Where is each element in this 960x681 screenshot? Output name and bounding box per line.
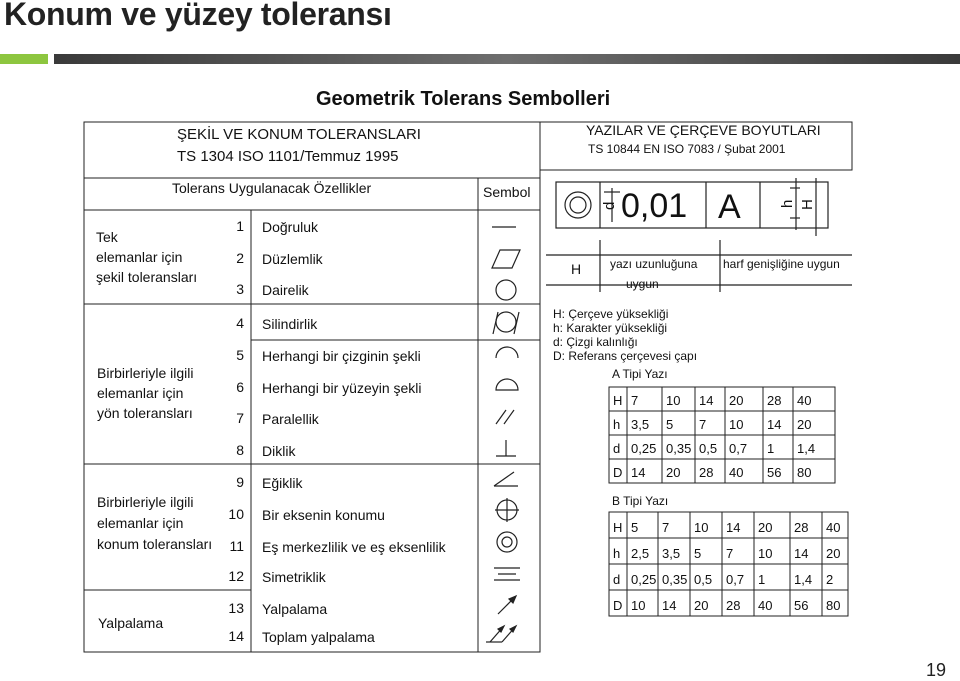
group-label-line: elemanlar için — [96, 249, 183, 265]
table-cell: 80 — [826, 598, 841, 613]
table-cell: 20 — [729, 393, 744, 408]
frame-H-label: H — [799, 199, 816, 210]
table-cell: 2 — [826, 572, 834, 587]
row-number: 4 — [236, 315, 244, 331]
left-header-line1: ŞEKİL VE KONUM TOLERANSLARI — [177, 126, 421, 143]
table-cell: 10 — [666, 393, 681, 408]
right-header-line1: YAZILAR VE ÇERÇEVE BOYUTLARI — [586, 122, 821, 138]
angularity-icon — [494, 472, 518, 486]
table-cell: 7 — [699, 417, 707, 432]
row-name: Bir eksenin konumu — [262, 507, 385, 523]
row-number: 10 — [228, 506, 244, 522]
frame-d-label: d — [601, 201, 618, 210]
row-number: 12 — [228, 568, 244, 584]
table-cell: 40 — [797, 393, 812, 408]
table-b — [609, 512, 848, 616]
legend-item: d: Çizgi kalınlığı — [553, 335, 638, 349]
table-a — [609, 387, 835, 483]
concentricity-icon — [497, 532, 517, 552]
table-cell: 14 — [699, 393, 714, 408]
col-header-symbol: Sembol — [483, 184, 531, 200]
symmetry-icon — [494, 568, 520, 580]
table-cell: 1 — [767, 441, 775, 456]
table-cell: 10 — [758, 546, 773, 561]
table-cell: 56 — [767, 465, 782, 480]
frame-h-label: h — [779, 199, 796, 208]
table-cell: 40 — [826, 520, 841, 535]
table-cell: 0,5 — [694, 572, 713, 587]
group-labels — [96, 229, 212, 631]
frame-harf-text: harf genişliğine uygun — [723, 257, 840, 271]
row-name: Yalpalama — [262, 601, 328, 617]
group-label-line: Birbirleriyle ilgili — [97, 365, 194, 381]
table-row-label: d — [613, 572, 621, 587]
row-name: Paralellik — [262, 411, 319, 427]
table-cell: 1,4 — [794, 572, 813, 587]
table-cell: 7 — [726, 546, 734, 561]
table-row-label: d — [613, 441, 621, 456]
figure-title: Geometrik Tolerans Sembolleri — [316, 88, 611, 110]
table-cell: 28 — [699, 465, 714, 480]
table-cell: 20 — [666, 465, 681, 480]
row-name: Silindirlik — [262, 316, 318, 332]
row-name: Düzlemlik — [262, 251, 323, 267]
table-row-label: D — [613, 598, 623, 613]
row-name: Diklik — [262, 443, 296, 459]
table-cell: 14 — [631, 465, 646, 480]
runout-icon — [498, 596, 516, 614]
perpendicularity-icon — [496, 440, 516, 456]
row-number: 9 — [236, 474, 244, 490]
table-cell: 2,5 — [631, 546, 650, 561]
row-name: Toplam yalpalama — [262, 629, 375, 645]
slide-title: Konum ve yüzey toleransı — [4, 0, 392, 32]
table-cell: 28 — [726, 598, 741, 613]
table-cell: 3,5 — [662, 546, 681, 561]
group-label-line: Birbirleriyle ilgili — [97, 494, 194, 510]
tolerance-frame-example — [546, 178, 852, 292]
table-cell: 56 — [794, 598, 809, 613]
group-label-line: şekil toleransları — [96, 269, 198, 285]
group-label-line: konum toleransları — [97, 536, 213, 552]
row-name: Doğruluk — [262, 219, 319, 235]
group-label-line: elemanlar için — [97, 385, 184, 401]
table-row-label: H — [613, 520, 623, 535]
frame-tolerance-value: 0,01 — [621, 187, 688, 225]
table-cell: 0,35 — [662, 572, 688, 587]
page-number: 19 — [925, 660, 946, 680]
table-cell: 0,7 — [726, 572, 745, 587]
legend-item: D: Referans çerçevesi çapı — [553, 349, 698, 363]
total-runout-icon — [486, 626, 516, 642]
table-cell: 14 — [794, 546, 809, 561]
table-cell: 7 — [631, 393, 639, 408]
frame-yazi-text: yazı uzunluğuna — [610, 257, 698, 271]
frame-uygun-text: uygun — [626, 277, 659, 291]
table-cell: 14 — [662, 598, 677, 613]
group-label-line: yön toleransları — [97, 405, 193, 421]
row-number: 3 — [236, 281, 244, 297]
table-cell: 40 — [729, 465, 744, 480]
table-cell: 10 — [729, 417, 744, 432]
table-cell: 5 — [631, 520, 639, 535]
table-cell: 7 — [662, 520, 670, 535]
row-number: 6 — [236, 379, 244, 395]
table-cell: 1 — [758, 572, 766, 587]
table-cell: 0,5 — [699, 441, 718, 456]
frame-datum-letter: A — [718, 188, 741, 226]
table-cell: 0,25 — [631, 572, 657, 587]
table-cell: 10 — [631, 598, 646, 613]
table-cell: 20 — [797, 417, 812, 432]
table-b-title: B Tipi Yazı — [612, 494, 669, 508]
legend-item: H: Çerçeve yüksekliği — [553, 307, 669, 321]
position-icon — [495, 498, 519, 522]
flatness-icon — [492, 250, 520, 268]
table-row-label: h — [613, 417, 621, 432]
table-cell: 0,25 — [631, 441, 657, 456]
table-cell: 20 — [694, 598, 709, 613]
row-number: 13 — [228, 600, 244, 616]
table-cell: 28 — [767, 393, 782, 408]
row-number: 8 — [236, 442, 244, 458]
row-name: Eş merkezlilik ve eş eksenlilik — [262, 539, 446, 555]
row-number: 1 — [236, 218, 244, 234]
table-cell: 14 — [767, 417, 782, 432]
table-cell: 20 — [758, 520, 773, 535]
group-label-line: elemanlar için — [97, 515, 184, 531]
cylindricity-icon — [493, 312, 519, 334]
surface-profile-icon — [496, 379, 518, 390]
group-label-line: Yalpalama — [98, 615, 164, 631]
tolerance-rows — [228, 218, 446, 645]
row-number: 5 — [236, 347, 244, 363]
table-cell: 10 — [694, 520, 709, 535]
table-cell: 28 — [794, 520, 809, 535]
row-name: Herhangi bir çizginin şekli — [262, 348, 421, 364]
table-cell: 5 — [694, 546, 702, 561]
table-cell: 40 — [758, 598, 773, 613]
col-header-features: Tolerans Uygulanacak Özellikler — [172, 180, 372, 196]
group-label-line: Tek — [96, 229, 118, 245]
table-cell: 5 — [666, 417, 674, 432]
left-header-line2: TS 1304 ISO 1101/Temmuz 1995 — [177, 148, 399, 165]
row-name: Eğiklik — [262, 475, 303, 491]
row-name: Dairelik — [262, 282, 309, 298]
legend-item: h: Karakter yüksekliği — [553, 321, 668, 335]
right-header-line2: TS 10844 EN ISO 7083 / Şubat 2001 — [588, 142, 786, 156]
table-cell: 3,5 — [631, 417, 650, 432]
table-row-label: H — [613, 393, 623, 408]
table-cell: 80 — [797, 465, 812, 480]
table-row-label: h — [613, 546, 621, 561]
frame-H-left: H — [571, 261, 582, 277]
table-cell: 0,7 — [729, 441, 748, 456]
row-name: Herhangi bir yüzeyin şekli — [262, 380, 422, 396]
row-name: Simetriklik — [262, 569, 326, 585]
table-cell: 14 — [726, 520, 741, 535]
table-a-title: A Tipi Yazı — [612, 367, 668, 381]
parallelism-icon — [496, 410, 514, 424]
table-cell: 20 — [826, 546, 841, 561]
row-number: 7 — [236, 410, 244, 426]
table-cell: 1,4 — [797, 441, 816, 456]
table-row-label: D — [613, 465, 623, 480]
line-profile-icon — [496, 347, 518, 358]
legend — [553, 307, 697, 363]
table-cell: 0,35 — [666, 441, 692, 456]
row-number: 14 — [228, 628, 244, 644]
circularity-icon — [496, 280, 516, 300]
row-number: 2 — [236, 250, 244, 266]
row-number: 11 — [229, 538, 244, 554]
